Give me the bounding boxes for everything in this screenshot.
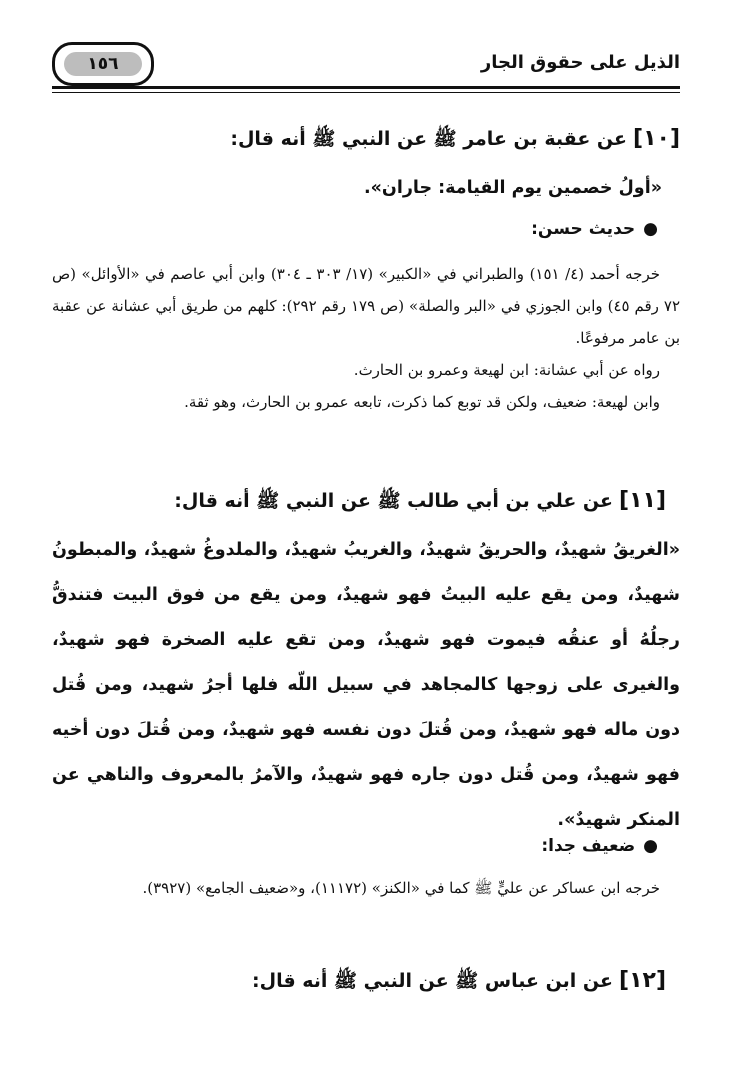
hadith-11-text: «الغريقُ شهيدٌ، والحريقُ شهيدٌ، والغريبُ شهيدٌ، والملدوغُ شهيدٌ، والمبطونُ شهيدٌ، ومن يقع عليه البيتُ فهو شهيدٌ، ومن يقع من فوق البيت فتندقُّ رجلُهُ أو عنقُه فيموت فهو شهيدٌ، ومن تقع عليه الصخرة فهو شهيدٌ، والغيرى على زوجها كالمجاهد في سبيل اللّه فلها أجرُ شهيد، ومن قُتل دون ماله فهو شهيدٌ، ومن قُتلَ دون نفسه فهو شهيدٌ، ومن قُتلَ دون أخيه فهو شهيدٌ، ومن قُتل دون جاره فهو شهيدٌ، والآمرُ بالمعروف والناهي عن المنكر شهيدٌ». xyxy=(52,540,680,830)
hadith-12-intro: عن ابن عباس ﷺ عن النبي ﷺ أنه قال: xyxy=(251,970,614,992)
hadith-10-intro: عن عقبة بن عامر ﷺ عن النبي ﷺ أنه قال: xyxy=(230,128,628,150)
hadith-12-heading xyxy=(52,968,680,997)
bullet-icon: ● xyxy=(643,219,658,239)
hadith-10-number: [١٠] xyxy=(633,126,680,151)
hadith-12-number: [١٢] xyxy=(619,968,666,993)
takhrij-paragraph: خرجه ابن عساكر عن عليٍّ ﷺ كما في «الكنز» (١١١٧٢)، و«ضعيف الجامع» (٣٩٢٧). xyxy=(142,879,660,897)
hadith-11-grade-label: ضعيف جدا: xyxy=(541,836,636,856)
hadith-10-takhrij xyxy=(52,258,680,418)
hadith-10-heading xyxy=(52,126,680,155)
hadith-11-number: [١١] xyxy=(619,488,666,513)
header-rule-thin xyxy=(52,92,680,93)
bullet-icon: ● xyxy=(643,836,658,856)
hadith-10-grade-label: حديث حسن: xyxy=(531,219,636,239)
hadith-11-grade xyxy=(52,836,680,856)
page-number-badge xyxy=(52,42,154,86)
running-title: الذيل على حقوق الجار xyxy=(480,52,680,73)
header-rule-thick xyxy=(52,86,680,89)
page-number: ١٥٦ xyxy=(64,52,142,76)
takhrij-paragraph: رواه عن أبي عشانة: ابن لهيعة وعمرو بن الحارث. xyxy=(353,361,660,379)
hadith-11-intro: عن علي بن أبي طالب ﷺ عن النبي ﷺ أنه قال: xyxy=(174,490,614,512)
hadith-10-grade xyxy=(52,219,680,239)
takhrij-paragraph: خرجه أحمد (٤/ ١٥١) والطبراني في «الكبير» (١٧/ ٣٠٣ ـ ٣٠٤) وابن أبي عاصم في «الأوائل» (ص ٧٢ رقم ٤٥) وابن الجوزي في «البر والصلة» (ص ١٧٩ رقم ٢٩٢): كلهم من طريق أبي عشانة عن عقبة بن عامر مرفوعًا. xyxy=(52,265,681,347)
hadith-11-heading xyxy=(52,488,680,517)
hadith-10-text: «أولُ خصمين يوم القيامة: جاران». xyxy=(363,178,662,198)
hadith-11-takhrij xyxy=(52,872,680,904)
page-header xyxy=(52,42,680,90)
takhrij-paragraph: وابن لهيعة: ضعيف، ولكن قد توبع كما ذكرت، تابعه عمرو بن الحارث، وهو ثقة. xyxy=(184,393,660,411)
